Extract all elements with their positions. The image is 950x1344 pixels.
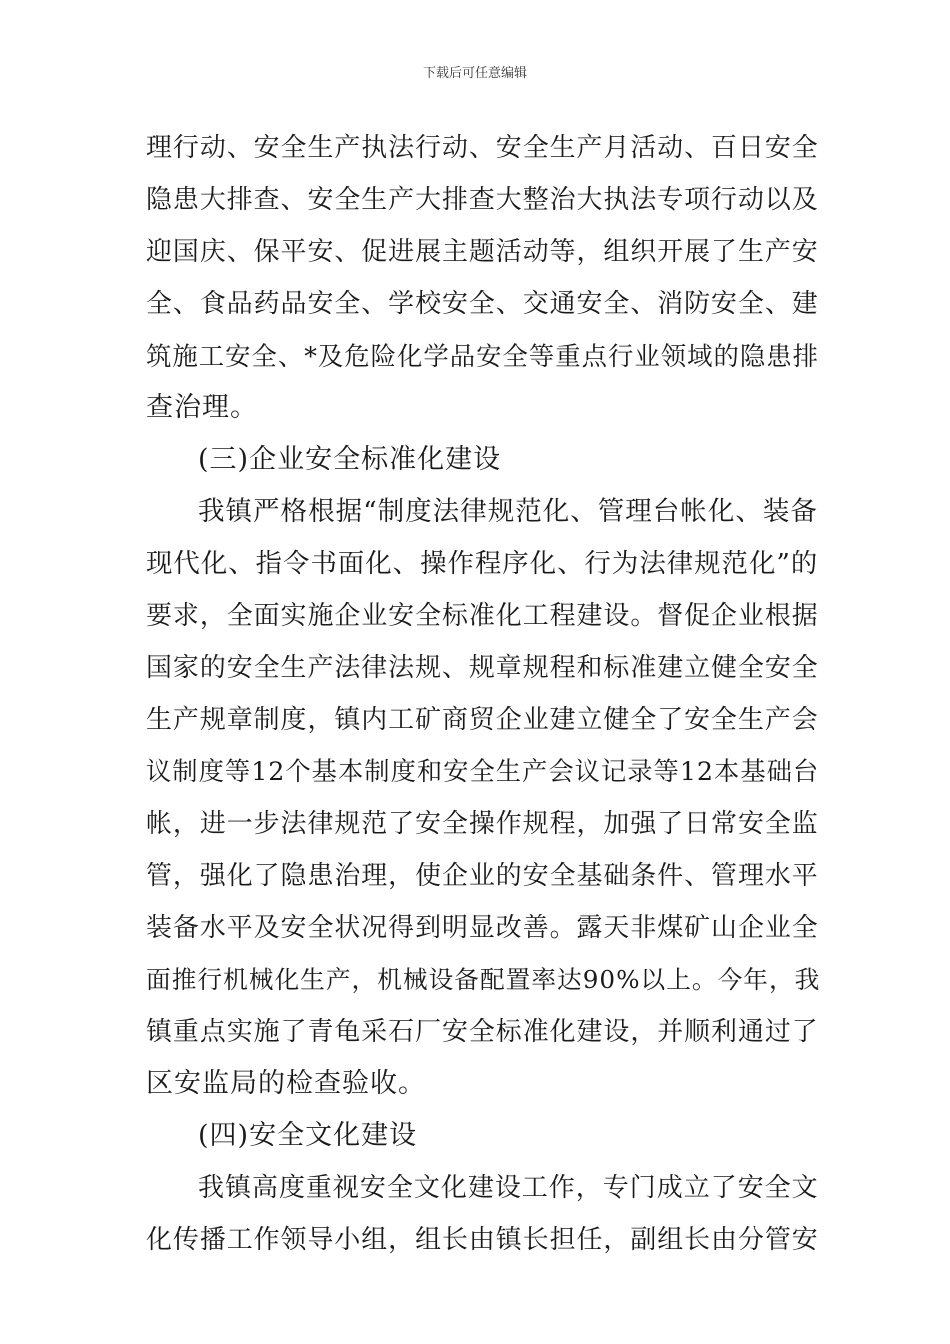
text-line: 面推行机械化生产，机械设备配置率达90%以上。今年，我 (146, 965, 821, 994)
text-line: (四)安全文化建设 (198, 1120, 418, 1151)
document-body (146, 122, 821, 1266)
text-line: 筑施工安全、*及危险化学品安全等重点行业领域的隐患排 (146, 341, 820, 371)
text-line: 查治理。 (146, 392, 258, 423)
text-line: 我镇严格根据“制度法律规范化、管理台帐化、装备 (198, 496, 818, 527)
page-header: 下载后可任意编辑 (422, 66, 527, 81)
text-line: 议制度等12个基本制度和安全生产会议记录等12本基础台 (146, 757, 820, 786)
text-line: 装备水平及安全状况得到明显改善。露天非煤矿山企业全 (146, 913, 819, 943)
text-line: 要求，全面实施企业安全标准化工程建设。督促企业根据 (146, 601, 819, 631)
text-line: 理行动、安全生产执法行动、安全生产月活动、百日安全 (146, 133, 819, 163)
text-line: 管，强化了隐患治理，使企业的安全基础条件、管理水平 (146, 861, 819, 891)
text-line: 迎国庆、保平安、促进展主题活动等，组织开展了生产安 (146, 237, 819, 267)
text-line: 隐患大排查、安全生产大排查大整治大执法专项行动以及 (146, 185, 819, 215)
text-line: 生产规章制度，镇内工矿商贸企业建立健全了安全生产会 (146, 705, 819, 735)
text-line: 全、食品药品安全、学校安全、交通安全、消防安全、建 (146, 289, 819, 319)
text-line: 区安监局的检查验收。 (146, 1068, 426, 1099)
text-line: 国家的安全生产法律法规、规章规程和标准建立健全安全 (146, 653, 819, 683)
text-line: 帐，进一步法律规范了安全操作规程，加强了日常安全监 (146, 809, 819, 839)
text-line: 化传播工作领导小组，组长由镇长担任，副组长由分管安 (146, 1225, 819, 1255)
text-line: 我镇高度重视安全文化建设工作，专门成立了安全文 (198, 1173, 819, 1203)
text-line: 现代化、指令书面化、操作程序化、行为法律规范化”的 (146, 548, 819, 579)
text-line: 镇重点实施了青龟采石厂安全标准化建设，并顺利通过了 (146, 1017, 819, 1047)
text-line: (三)企业安全标准化建设 (198, 444, 502, 475)
